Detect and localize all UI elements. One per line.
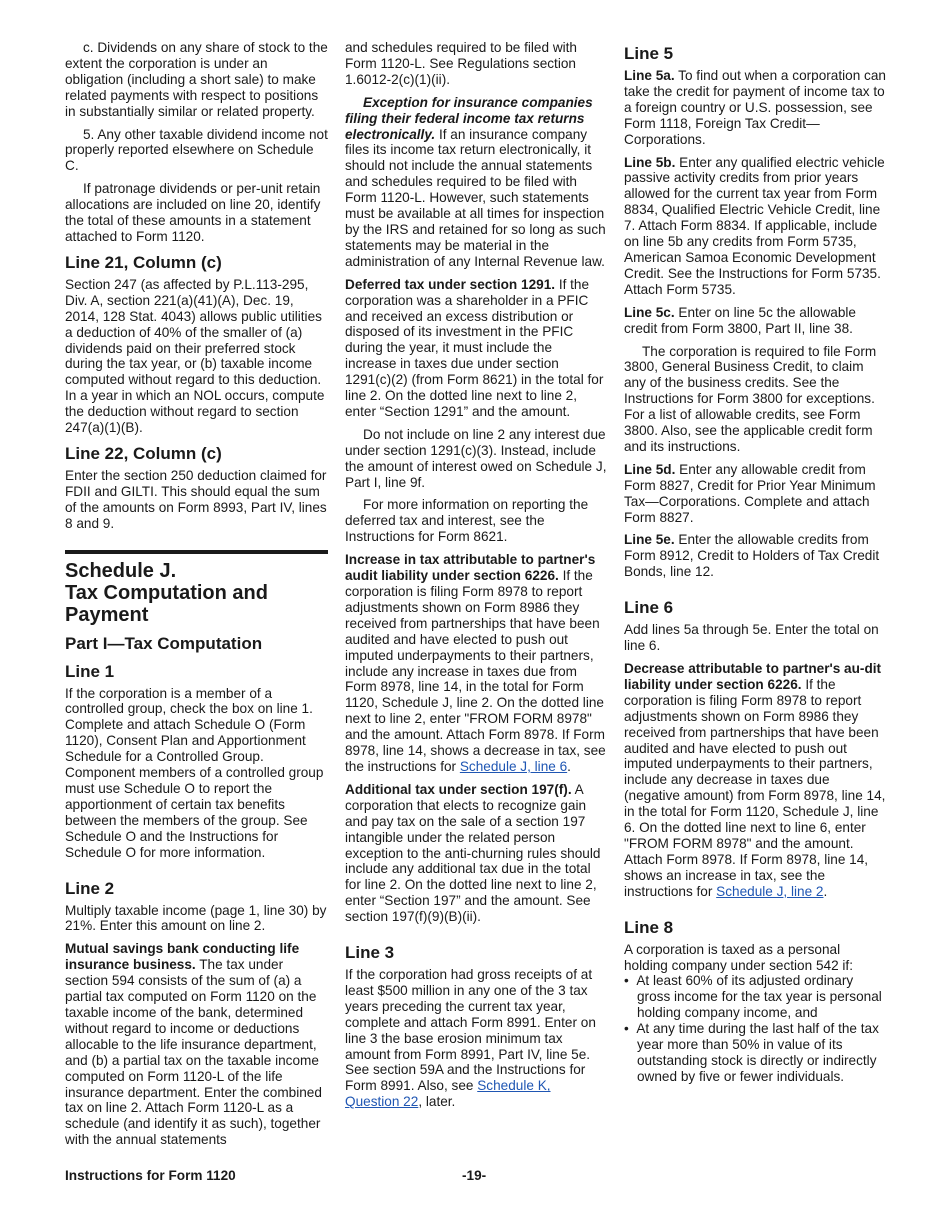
bullet-icon: •	[624, 973, 637, 989]
paragraph-line-5c	[624, 305, 886, 337]
line-5a-text: To find out when a corporation can take the credit for payment of income tax to a foreign country or U.S. possession, see Form 1118, Foreign Tax Credit—Corporations.	[624, 68, 886, 147]
paragraph-line-3	[345, 967, 607, 1110]
line-5e-text: Enter the allowable credits from Form 8912, Credit to Holders of Tax Credit Bonds, line 12.	[624, 532, 880, 580]
mutual-savings-text: The tax under section 594 consists of the sum of (a) a partial tax computed on Form 1120 on the taxable income of the bank, determined without regard to income or deductions allocable to the life insurance department, and (b) a partial tax on the taxable income computed on Form 1120-L of the life insurance department. Enter the combined tax on line 2. Attach Form 1120-L as a schedule (and identify it as such), together with the annual statements	[65, 957, 322, 1148]
paragraph-do-not-include: Do not include on line 2 any interest due under section 1291(c)(3). Instead, include the amount of interest owed on Schedule J, Part I, line 9f.	[345, 426, 607, 490]
paragraph-exception	[345, 95, 607, 270]
heading-line-22: Line 22, Column (c)	[65, 443, 222, 463]
deferred-tax-lead: Deferred tax under section 1291.	[345, 276, 556, 292]
decrease-tax-end: .	[823, 883, 828, 899]
bullet-item-1	[624, 973, 886, 1021]
line-5b-text: Enter any qualified electric vehicle passive activity credits from prior years allowed for the current tax year from Form 8834, Qualified Electric Vehicle Credit, line 7. Attach Form 8834. If applicable, include on line 5b any credits from Form 5735, American Samoa Economic Development Credit. See the Instructions for Form 5735. Attach Form 5735.	[624, 154, 885, 297]
additional-tax-lead: Additional tax under section 197(f).	[345, 781, 572, 797]
line-5c-text: Enter on line 5c the allowable credit from Form 3800, Part II, line 38.	[624, 304, 856, 336]
link-schedule-j-line-6[interactable]: Schedule J, line 6	[459, 758, 568, 774]
schedule-j-title	[65, 560, 328, 626]
paragraph-form-3800: The corporation is required to file Form 3800, General Business Credit, to claim any of the business credits. See the Instructions for Form 3800 for exceptions. For a list of allowable credits, see Form 3800. Also, see the applicable credit form and its instructions.	[624, 343, 877, 454]
deferred-tax-text: If the corporation was a shareholder in a PFIC and received an excess distribution or disposed of its investment in the PFIC during the year, it must include the increase in taxes due under section 1291(c)(2) (from Form 8621) in the total for line 2. On the dotted line next to line 2, enter “Section 1291” and the amount.	[345, 276, 604, 419]
paragraph-deferred-tax	[345, 277, 607, 420]
heading-line-8: Line 8	[624, 917, 674, 937]
line-3-text: If the corporation had gross receipts of at least $500 million in any one of the 3 tax years preceding the current tax year, complete and attach Form 8991. Enter on line 3 the base erosion minimum tax amount from Form 8991, Part IV, line 5e. See section 59A and the Instructions for Form 8991. Also, see	[345, 967, 596, 1094]
mutual-savings-lead: Mutual savings bank conducting life insurance business.	[65, 941, 300, 973]
decrease-tax-text: If the corporation is filing Form 8978 to report adjustments shown on Form 8986 they received from partnerships that have been audited and have elected to push out imputed underpayments to their partners, include any decrease in taxes due (negative amount) from Form 8978, line 14, in the total for Form 1120, Schedule J, line 6. On the dotted line next to line 6, enter "FROM FORM 8978" and the amount. Attach Form 8978. If Form 8978, line 14, shows an increase in tax, see the instructions for	[624, 676, 886, 899]
column-3	[624, 40, 886, 1085]
paragraph-decrease-tax	[624, 661, 886, 900]
line-5b-lead: Line 5b.	[624, 154, 676, 170]
line-5c-lead: Line 5c.	[624, 304, 675, 320]
paragraph-more-info: For more information on reporting the deferred tax and interest, see the Instructions for Form 8621.	[345, 497, 589, 545]
line-5d-lead: Line 5d.	[624, 461, 676, 477]
paragraph-line-5b	[624, 155, 886, 298]
paragraph-line-22: Enter the section 250 deduction claimed for FDII and GILTI. This should equal the sum of the amounts on Form 8993, Part IV, lines 8 and 9.	[65, 467, 327, 531]
schedule-j-title-line-2: Tax Computation and	[65, 581, 268, 604]
footer-page-number: -19-	[462, 1168, 487, 1183]
bullet-icon: •	[624, 1021, 637, 1037]
paragraph-line-8: A corporation is taxed as a personal holding company under section 542 if:	[624, 941, 853, 973]
column-2	[345, 40, 607, 1117]
line-5a-lead: Line 5a.	[624, 68, 675, 83]
paragraph-additional-tax	[345, 782, 607, 925]
increase-tax-end: .	[567, 758, 571, 774]
link-schedule-j-line-2[interactable]: Schedule J, line 2	[716, 883, 824, 899]
exception-lead: Exception for insurance companies filing their federal income tax returns electronically.	[345, 94, 593, 142]
heading-line-5: Line 5	[624, 44, 674, 63]
paragraph-patronage: If patronage dividends or per-unit retain allocations are included on line 20, identify the total of these amounts in a statement attached to Form 1120.	[65, 181, 321, 244]
heading-part-1: Part I—Tax Computation	[65, 633, 263, 653]
paragraph-increase-tax	[345, 552, 607, 775]
increase-tax-lead: Increase in tax attributable to partner's audit liability under section 6226.	[345, 552, 596, 584]
paragraph-item-5: 5. Any other taxable dividend income not properly reported elsewhere on Schedule C.	[65, 126, 328, 174]
paragraph-continued: and schedules required to be filed with Form 1120-L. See Regulations section 1.6012-2(c)(1)(ii).	[345, 40, 577, 87]
line-3-end: , later.	[418, 1094, 456, 1110]
paragraph-line-5e	[624, 532, 886, 580]
line-5d-text: Enter any allowable credit from Form 8827, Credit for Prior Year Minimum Tax—Corporations. Complete and attach Form 8827.	[624, 461, 876, 525]
bullet-item-2	[624, 1021, 886, 1085]
line-5e-lead: Line 5e.	[624, 532, 675, 548]
increase-tax-text: If the corporation is filing Form 8978 to report adjustments shown on Form 8986 they received from partnerships that have been audited and have elected to push out imputed underpayments to their partners, include any increase in taxes due from Form 8978, line 14, in the total for Form 1120, Schedule J, line 2. On the dotted line next to line 2, enter "FROM FORM 8978" and the amount. Attach Form 8978. If Form 8978, line 14, shows a decrease in tax, see the instructions for	[345, 568, 606, 774]
heading-line-1: Line 1	[65, 661, 115, 681]
paragraph-mutual-savings	[65, 941, 328, 1148]
schedule-j-title-line-3: Payment	[65, 603, 149, 626]
footer-form-title: Instructions for Form 1120	[65, 1168, 236, 1183]
paragraph-line-5a	[624, 68, 886, 148]
paragraph-line-2: Multiply taxable income (page 1, line 30) by 21%. Enter this amount on line 2.	[65, 902, 327, 934]
heading-line-21: Line 21, Column (c)	[65, 252, 222, 272]
bullet-2-text: At any time during the last half of the tax year more than 50% in value of its outstanding stock is directly or indirectly owned by five or fewer individuals.	[636, 1021, 879, 1084]
paragraph-line-21: Section 247 (as affected by P.L.113-295, Div. A, section 221(a)(41)(A), Dec. 19, 2014, 128 Stat. 4043) allows public utilities a deduction of 40% of the smaller of (a) dividends paid on their preferred stock during the tax year, or (b) taxable income computed without regard to this deduction. In a year in which an NOL occurs, compute the deduction without regard to section 247(a)(1)(B).	[65, 276, 325, 436]
link-schedule-k-question-22[interactable]: Schedule K, Question 22	[345, 1078, 551, 1110]
bullet-1-text: At least 60% of its adjusted ordinary gross income for the tax year is personal holding company income, and	[636, 973, 882, 1021]
heading-line-3: Line 3	[345, 943, 395, 963]
paragraph-line-1: If the corporation is a member of a controlled group, check the box on line 1. Complete and attach Schedule O (Form 1120), Consent Plan and Apportionment Schedule for a Controlled Group. Component members of a controlled group must use Schedule O to report the apportionment of certain tax benefits between the members of the group. See Schedule O and the Instructions for Schedule O for more information.	[65, 685, 324, 860]
additional-tax-text: A corporation that elects to recognize gain and pay tax on the sale of a section 197 intangible under the related person exception to the anti-churning rules should include any additional tax due in the total for line 2. On the dotted line next to line 2, enter “Section 197” and the amount. See section 197(f)(9)(B)(ii).	[345, 781, 601, 925]
exception-text: If an insurance company files its income tax return electronically, it should not include the annual statements and schedules required to be filed with Form 1120-L. However, such statements must be available at all times for inspection by the IRS and retained for so long as such statements may be material in the administration of any Internal Revenue law.	[345, 126, 606, 269]
paragraph-line-5d	[624, 462, 886, 526]
heading-line-6: Line 6	[624, 598, 674, 618]
paragraph-line-6: Add lines 5a through 5e. Enter the total on line 6.	[624, 622, 879, 654]
schedule-j-title-line-1: Schedule J.	[65, 559, 177, 582]
heading-line-2: Line 2	[65, 878, 115, 898]
decrease-tax-lead: Decrease attributable to partner's au-dit liability under section 6226.	[624, 661, 882, 692]
paragraph-dividends-c: c. Dividends on any share of stock to the extent the corporation is under an obligation (including a short sale) to make related payments with respect to positions in substantially similar or related property.	[65, 40, 328, 119]
column-1	[65, 40, 328, 1155]
section-divider	[65, 550, 328, 554]
